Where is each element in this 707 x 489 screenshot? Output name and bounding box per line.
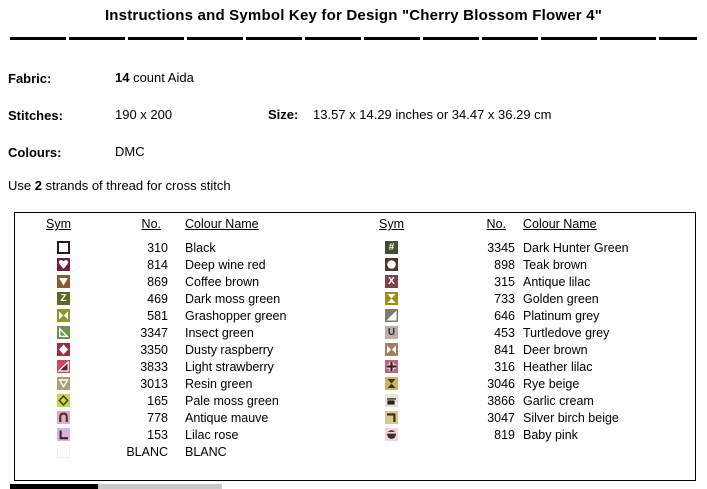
colours-value: DMC: [115, 144, 145, 159]
colour-name: Insect green: [185, 325, 254, 340]
colour-name: Antique lilac: [523, 274, 591, 289]
colour-name: Heather lilac: [523, 359, 593, 374]
header-sym-left: Sym: [46, 217, 71, 231]
colour-name: Resin green: [185, 376, 253, 391]
open-triangle-down-icon: [57, 377, 70, 390]
colour-name: BLANC: [185, 444, 227, 459]
thread-number: 733: [494, 291, 515, 306]
key-row: [385, 273, 629, 290]
key-column-left: [57, 239, 286, 460]
key-row: [385, 239, 629, 256]
size-value: 13.57 x 14.29 inches or 34.47 x 36.29 cm: [313, 107, 552, 122]
key-row: [385, 290, 629, 307]
key-row: [57, 290, 286, 307]
key-row: [385, 409, 629, 426]
open-triangle-corner-icon: [57, 326, 70, 339]
colours-row: [8, 144, 61, 162]
colours-label: Colours:: [8, 145, 62, 160]
thread-number: 778: [147, 410, 168, 425]
colour-name: Black: [185, 240, 216, 255]
colour-name: Lilac rose: [185, 427, 239, 442]
key-row: [57, 341, 286, 358]
key-row: [57, 409, 286, 426]
stitches-value: 190 x 200: [115, 107, 173, 122]
thread-number: 3833: [140, 359, 168, 374]
header-sym-right: Sym: [379, 217, 404, 231]
fabric-rest: count Aida: [129, 70, 194, 85]
hourglass-icon: [385, 292, 398, 305]
bowtie-icon: [57, 309, 70, 322]
slit-circle-icon: [385, 428, 398, 441]
open-diamond-icon: [57, 394, 70, 407]
letter-z-icon: Z: [57, 292, 70, 305]
arch-icon: [57, 411, 70, 424]
open-square-icon: [57, 241, 70, 254]
block-bar-icon: [385, 394, 398, 407]
dashed-divider: [10, 37, 697, 40]
thread-number: 3013: [140, 376, 168, 391]
thread-number: 315: [494, 274, 515, 289]
key-row: [385, 375, 629, 392]
strands-prefix: Use: [8, 178, 35, 193]
page-title: Instructions and Symbol Key for Design "Cherry Blossom Flower 4": [104, 7, 603, 24]
colour-name: Platinum grey: [523, 308, 600, 323]
diamond-icon: [57, 343, 70, 356]
key-row: [385, 426, 629, 443]
colour-name: Light strawberry: [185, 359, 274, 374]
key-row: [385, 341, 629, 358]
key-row: [57, 273, 286, 290]
colour-name: Dusty raspberry: [185, 342, 274, 357]
colour-name: Baby pink: [523, 427, 578, 442]
colour-name: Silver birch beige: [523, 410, 619, 425]
thread-number: 819: [494, 427, 515, 442]
key-row: [57, 426, 286, 443]
colour-name: Grashopper green: [185, 308, 287, 323]
thread-number: 3347: [140, 325, 168, 340]
colour-name: Dark moss green: [185, 291, 281, 306]
colour-name: Golden green: [523, 291, 599, 306]
outlined-triangle-icon: [57, 360, 70, 373]
header-colour-name-left: Colour Name: [185, 217, 259, 231]
key-row: [385, 392, 629, 409]
colour-name: Deep wine red: [185, 257, 266, 272]
key-row: [57, 358, 286, 375]
fabric-row: [8, 70, 51, 88]
colour-name: Rye beige: [523, 376, 580, 391]
colour-name: Pale moss green: [185, 393, 279, 408]
colour-name: Coffee brown: [185, 274, 260, 289]
thread-number: 469: [147, 291, 168, 306]
corner-top-right-icon: [385, 411, 398, 424]
letter-u-icon: U: [385, 326, 398, 339]
strands-suffix: strands of thread for cross stitch: [41, 178, 231, 193]
bowtie-icon: [385, 343, 398, 356]
thread-number: 814: [147, 257, 168, 272]
stitches-label: Stitches:: [8, 108, 63, 123]
sharp-icon: #: [385, 241, 398, 254]
colour-name: Teak brown: [523, 257, 587, 272]
thread-number: 3866: [487, 393, 515, 408]
key-row: [57, 256, 286, 273]
thread-number: 898: [494, 257, 515, 272]
letter-x-icon: X: [385, 275, 398, 288]
thread-number: 153: [147, 427, 168, 442]
header-no-left: No.: [141, 217, 161, 231]
thread-number: 3047: [487, 410, 515, 425]
thread-number: 3350: [140, 342, 168, 357]
thread-number: 453: [494, 325, 515, 340]
key-column-right: [385, 239, 629, 443]
thread-number: 841: [494, 342, 515, 357]
page-edge-bar-light: [98, 484, 222, 489]
colour-name: Turtledove grey: [523, 325, 610, 340]
header-no-right: No.: [486, 217, 506, 231]
fabric-count: 14: [115, 70, 130, 85]
thread-number: BLANC: [126, 444, 168, 459]
blank-swatch-icon: [57, 445, 70, 458]
thread-number: 310: [147, 240, 168, 255]
key-row: [57, 324, 286, 341]
circle-icon: [385, 258, 398, 271]
key-row: [57, 375, 286, 392]
hourglass-icon: [385, 377, 398, 390]
key-row: [385, 256, 629, 273]
fabric-label: Fabric:: [8, 71, 52, 86]
thread-number: 165: [147, 393, 168, 408]
thread-number: 646: [494, 308, 515, 323]
thread-number: 869: [147, 274, 168, 289]
fabric-value: [115, 70, 194, 85]
size-label: Size:: [268, 107, 299, 122]
key-row: [57, 443, 286, 460]
thread-number: 316: [494, 359, 515, 374]
key-row: [385, 307, 629, 324]
strands-note: [8, 178, 231, 193]
corner-bottom-left-icon: [57, 428, 70, 441]
colour-name: Garlic cream: [523, 393, 594, 408]
strands-count: 2: [34, 178, 42, 193]
header-colour-name-right: Colour Name: [523, 217, 597, 231]
colour-name: Dark Hunter Green: [523, 240, 629, 255]
key-row: [57, 307, 286, 324]
thread-number: 581: [147, 308, 168, 323]
colour-name: Antique mauve: [185, 410, 269, 425]
triangle-down-icon: [57, 275, 70, 288]
key-row: [57, 239, 286, 256]
thread-number: 3046: [487, 376, 515, 391]
page-edge-bar-dark: [10, 484, 98, 489]
key-row: [385, 324, 629, 341]
key-row: [385, 358, 629, 375]
thread-number: 3345: [487, 240, 515, 255]
heart-icon: [57, 258, 70, 271]
plus-icon: [385, 360, 398, 373]
key-row: [57, 392, 286, 409]
symbol-key-table: [14, 212, 696, 481]
triangle-corner-icon: [385, 309, 398, 322]
stitches-row: [8, 107, 63, 125]
colour-name: Deer brown: [523, 342, 588, 357]
